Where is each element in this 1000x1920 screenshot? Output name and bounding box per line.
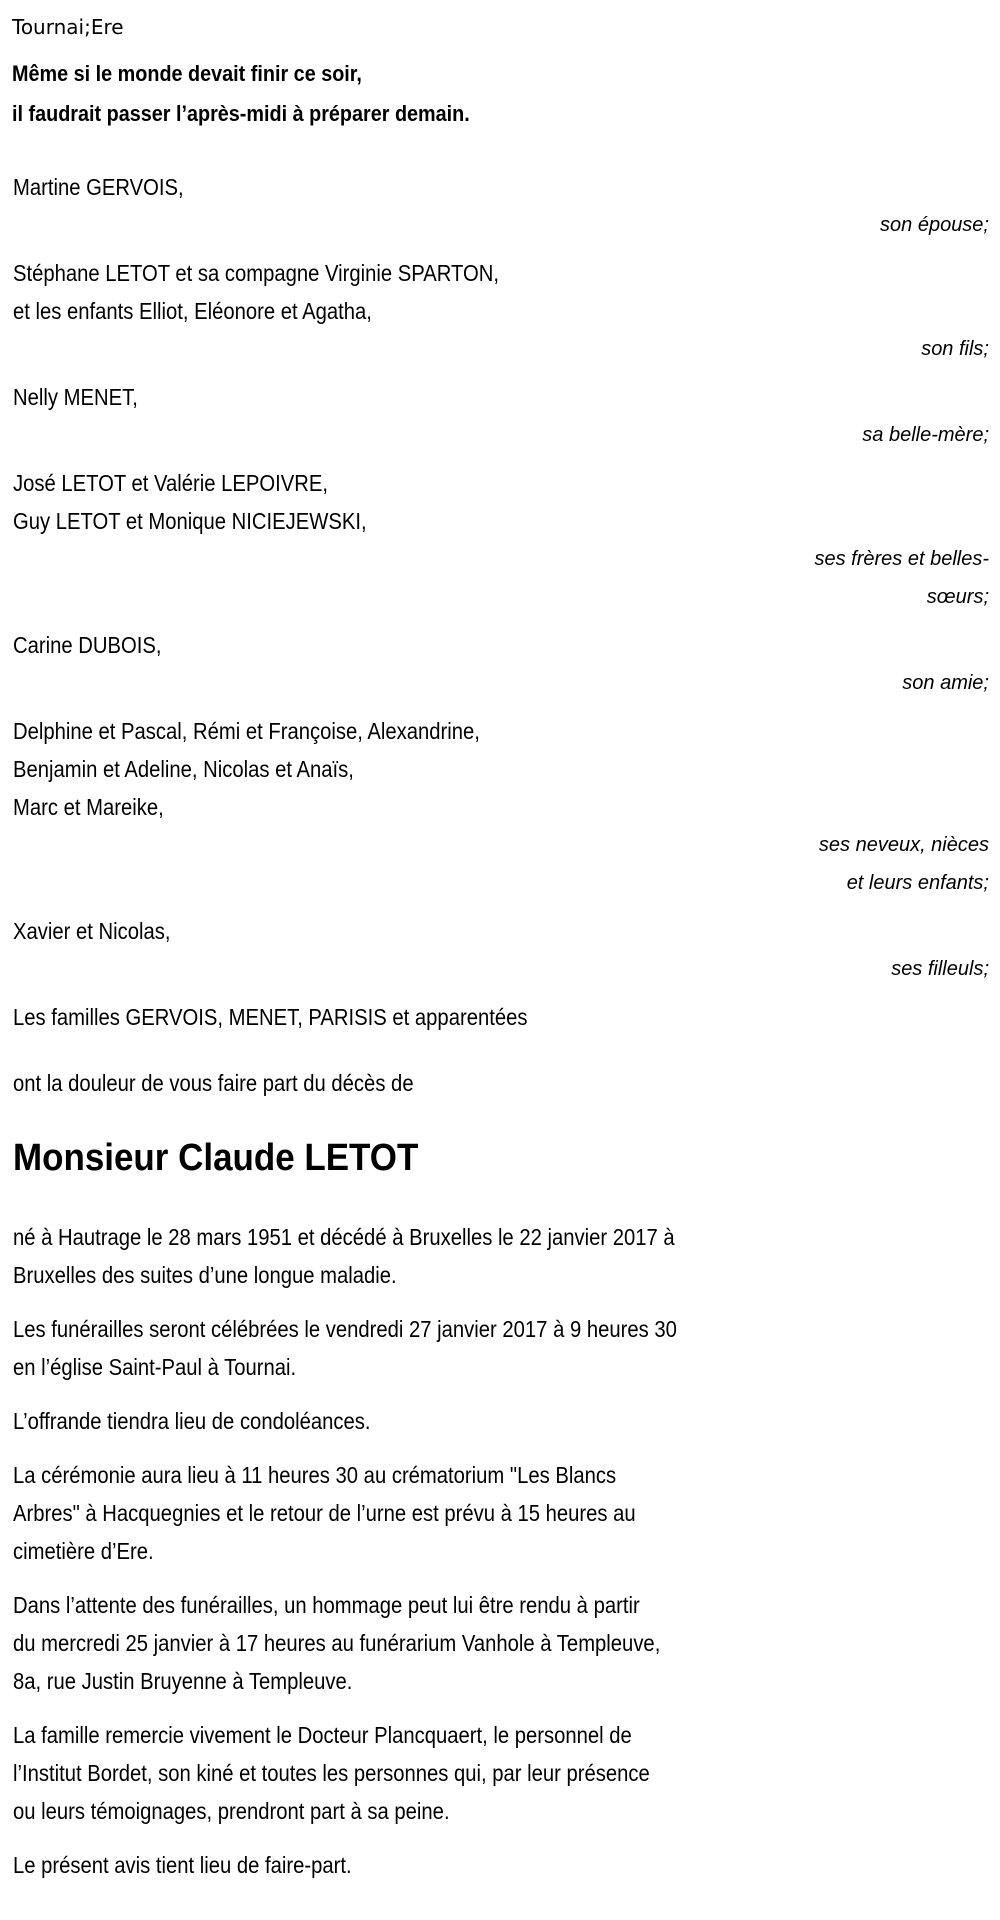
family-names: Carine DUBOIS, — [13, 632, 162, 658]
relation-line: ses neveux, nièces — [818, 834, 989, 856]
family-names: et les enfants Elliot, Eléonore et Agatha, — [13, 298, 372, 324]
detail-line: 8a, rue Justin Bruyenne à Templeuve. — [13, 1668, 353, 1694]
family-names: Stéphane LETOT et sa compagne Virginie SPARTON, — [13, 260, 500, 286]
family-relation — [6, 206, 994, 244]
quote-line: il faudrait passer l’après-midi à préparer demain. — [12, 101, 470, 126]
family-group-siblings — [6, 464, 994, 616]
details-section — [6, 1218, 994, 1884]
detail-line: cimetière d’Ere. — [13, 1538, 154, 1564]
family-names: Nelly MENET, — [13, 384, 138, 410]
relation-line: sœurs; — [926, 586, 989, 608]
detail-line: du mercredi 25 janvier à 17 heures au funérarium Vanhole à Templeuve, — [13, 1630, 661, 1656]
family-relation — [6, 950, 994, 988]
epigraph-quote — [12, 54, 994, 134]
family-names: Marc et Mareike, — [13, 794, 164, 820]
family-relation — [6, 330, 994, 368]
family-group-nephews-nieces — [6, 712, 994, 902]
family-names: Xavier et Nicolas, — [13, 918, 171, 944]
family-group-mother-in-law — [6, 378, 994, 454]
family-group-godchildren — [6, 912, 994, 988]
family-list — [6, 168, 994, 1036]
relation-line: son fils; — [921, 338, 989, 360]
family-names: Les familles GERVOIS, MENET, PARISIS et apparentées — [13, 1004, 528, 1030]
family-group-son — [6, 254, 994, 368]
detail-offering — [13, 1402, 988, 1440]
detail-line: né à Hautrage le 28 mars 1951 et décédé à Bruxelles le 22 janvier 2017 à — [13, 1224, 675, 1250]
quote-line: Même si le monde devait finir ce soir, — [12, 61, 362, 86]
detail-line: l’Institut Bordet, son kiné et toutes les personnes qui, par leur présence — [13, 1760, 650, 1786]
detail-visitation — [13, 1586, 988, 1700]
detail-line: La famille remercie vivement le Docteur Plancquaert, le personnel de — [13, 1722, 632, 1748]
detail-line: Le présent avis tient lieu de faire-part. — [13, 1852, 352, 1878]
family-names: José LETOT et Valérie LEPOIVRE, — [13, 470, 328, 496]
detail-cremation — [13, 1456, 988, 1570]
detail-line: Dans l’attente des funérailles, un hommage peut lui être rendu à partir — [13, 1592, 640, 1618]
family-names: Benjamin et Adeline, Nicolas et Anaïs, — [13, 756, 354, 782]
relation-line: son épouse; — [880, 214, 989, 236]
detail-notice — [13, 1846, 988, 1884]
relation-line: ses frères et belles- — [814, 548, 989, 570]
announcement-line — [13, 1064, 988, 1102]
relation-line: sa belle-mère; — [862, 424, 989, 446]
detail-funeral-service — [13, 1310, 988, 1386]
detail-thanks — [13, 1716, 988, 1830]
detail-line: Arbres" à Hacquegnies et le retour de l’urne est prévu à 15 heures au — [13, 1500, 636, 1526]
relation-line: et leurs enfants; — [846, 872, 989, 894]
family-relation — [6, 540, 994, 616]
family-group-friend — [6, 626, 994, 702]
family-group-related-families — [6, 998, 994, 1036]
announcement-text: ont la douleur de vous faire part du décès de — [13, 1070, 414, 1096]
relation-line: ses filleuls; — [891, 958, 989, 980]
family-relation — [6, 826, 994, 902]
detail-line: La cérémonie aura lieu à 11 heures 30 au crématorium "Les Blancs — [13, 1462, 617, 1488]
relation-line: son amie; — [902, 672, 989, 694]
detail-line: Les funérailles seront célébrées le vendredi 27 janvier 2017 à 9 heures 30 — [13, 1316, 677, 1342]
family-relation — [6, 416, 994, 454]
detail-line: Bruxelles des suites d’une longue maladie. — [13, 1262, 397, 1288]
family-names: Martine GERVOIS, — [13, 174, 184, 200]
family-relation — [6, 664, 994, 702]
family-names: Guy LETOT et Monique NICIEJEWSKI, — [13, 508, 367, 534]
detail-birth-death — [13, 1218, 988, 1294]
detail-line: en l’église Saint-Paul à Tournai. — [13, 1354, 297, 1380]
location-line: Tournai;Ere — [12, 15, 124, 39]
family-names: Delphine et Pascal, Rémi et Françoise, Alexandrine, — [13, 718, 480, 744]
detail-line: ou leurs témoignages, prendront part à sa peine. — [13, 1798, 450, 1824]
detail-line: L’offrande tiendra lieu de condoléances. — [13, 1408, 371, 1434]
deceased-name-heading: Monsieur Claude LETOT — [13, 1137, 419, 1179]
family-group-spouse — [6, 168, 994, 244]
